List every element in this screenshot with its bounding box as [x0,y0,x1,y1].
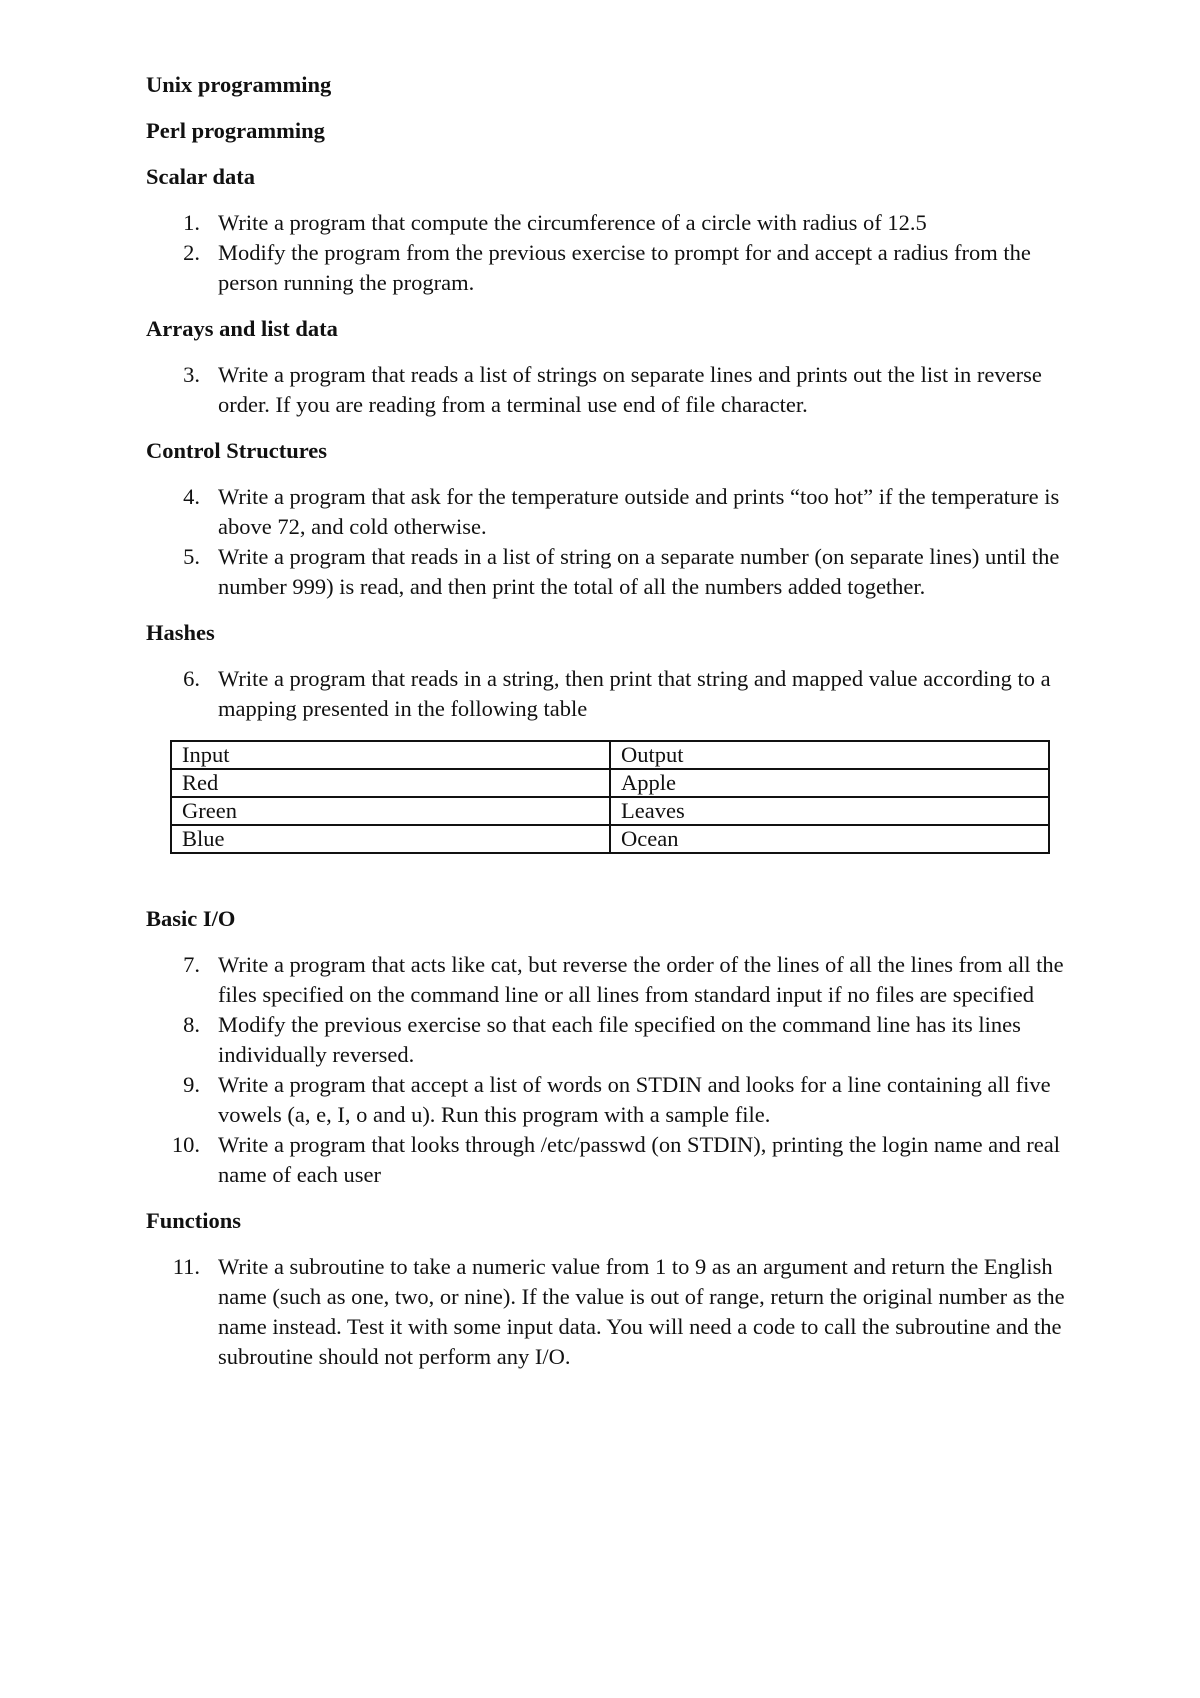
exercise-number: 5. [183,544,200,569]
table-cell: Green [171,797,610,825]
document-content [146,70,1066,1388]
exercise-list-basic-io [146,950,1066,1190]
heading-hashes: Hashes [146,620,215,645]
table-cell: Blue [171,825,610,853]
exercise-text: Write a program that ask for the temperature outside and prints “too hot” if the temperature is above 72, and cold otherwise. [218,484,1060,539]
exercise-text: Write a program that compute the circumference of a circle with radius of 12.5 [218,210,927,235]
exercise-number: 4. [183,484,200,509]
exercise-text: Write a program that accept a list of words on STDIN and looks for a line containing all five vowels (a, e, I, o and u). Run this program with a sample file. [218,1072,1051,1127]
exercise-number: 8. [183,1012,200,1037]
table-cell: Ocean [610,825,1049,853]
table-row [171,769,1049,797]
heading-unix-programming: Unix programming [146,72,332,97]
exercise-item [146,542,1066,602]
heading-arrays-and-list-data: Arrays and list data [146,316,338,341]
table-cell: Red [171,769,610,797]
exercise-item [146,950,1066,1010]
exercise-number: 11. [172,1254,200,1279]
exercise-item [146,360,1066,420]
heading-control-structures: Control Structures [146,438,328,463]
exercise-item [146,1070,1066,1130]
heading-scalar-data: Scalar data [146,164,255,189]
table-cell: Leaves [610,797,1049,825]
table-cell: Apple [610,769,1049,797]
heading-functions: Functions [146,1208,242,1233]
heading-basic-io: Basic I/O [146,906,236,931]
exercise-text: Modify the previous exercise so that each file specified on the command line has its lines individually reversed. [218,1012,1021,1067]
exercise-item [146,664,1066,724]
table-row [171,797,1049,825]
exercise-list-hashes [146,664,1066,724]
exercise-number: 1. [183,210,200,235]
heading-perl-programming: Perl programming [146,118,325,143]
exercise-text: Write a program that looks through /etc/passwd (on STDIN), printing the login name and real name of each user [218,1132,1061,1187]
exercise-text: Write a subroutine to take a numeric value from 1 to 9 as an argument and return the English name (such as one, two, or nine). If the value is out of range, return the original number as the name instead. Test it with some input data. You will need a code to call the subroutine and the subroutine should not perform any I/O. [218,1254,1065,1369]
table-spacer [146,854,1066,904]
table-header-cell: Input [171,741,610,769]
table-header-row [171,741,1049,769]
exercise-item [146,1010,1066,1070]
mapping-table [170,740,1050,854]
exercise-text: Write a program that reads a list of strings on separate lines and prints out the list in reverse order. If you are reading from a terminal use end of file character. [218,362,1042,417]
exercise-number: 9. [183,1072,200,1097]
exercise-number: 2. [183,240,200,265]
exercise-item [146,1130,1066,1190]
exercise-list-scalar [146,208,1066,298]
exercise-item [146,1252,1066,1372]
exercise-item [146,482,1066,542]
exercise-number: 10. [171,1132,200,1157]
exercise-text: Write a program that reads in a string, then print that string and mapped value according to a mapping presented in the following table [218,666,1051,721]
exercise-item [146,208,1066,238]
exercise-text: Write a program that acts like cat, but reverse the order of the lines of all the lines from all the files specified on the command line or all lines from standard input if no files are specified [218,952,1064,1007]
table-row [171,825,1049,853]
exercise-number: 3. [183,362,200,387]
exercise-list-control [146,482,1066,602]
exercise-text: Write a program that reads in a list of string on a separate number (on separate lines) until the number 999) is read, and then print the total of all the numbers added together. [218,544,1060,599]
exercise-list-arrays [146,360,1066,420]
exercise-item [146,238,1066,298]
exercise-list-functions [146,1252,1066,1372]
table-header-cell: Output [610,741,1049,769]
exercise-number: 6. [183,666,200,691]
exercise-text: Modify the program from the previous exercise to prompt for and accept a radius from the person running the program. [218,240,1031,295]
exercise-number: 7. [183,952,200,977]
